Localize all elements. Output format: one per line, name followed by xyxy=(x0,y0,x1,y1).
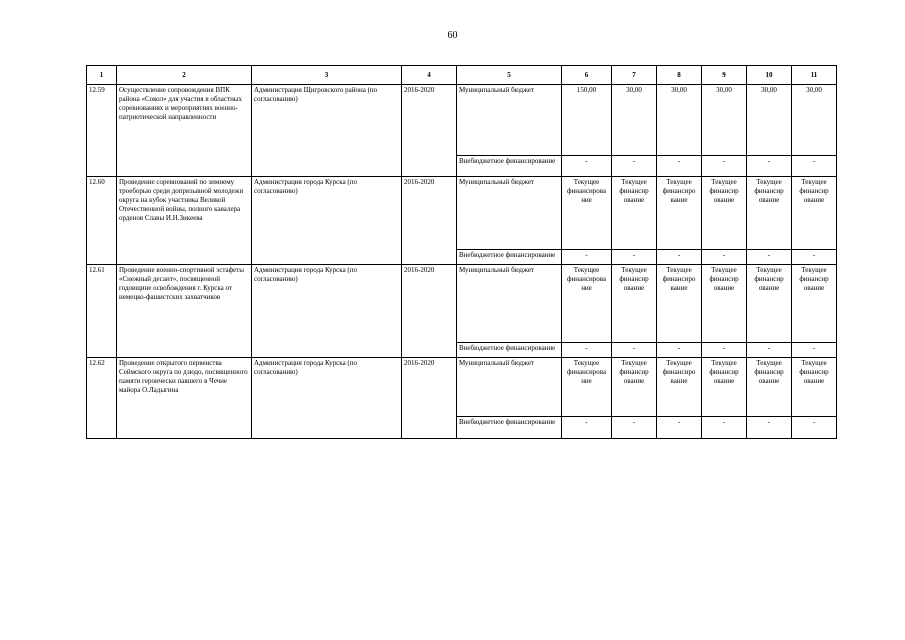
event-name: Осуществление сопровождения ВПК района «Сокол» для участия в областных соревнованиях и мероприятиях военно-патриотической направленности xyxy=(117,85,252,177)
funding-value: - xyxy=(562,417,612,439)
funding-value: Текущее финансирова ние xyxy=(562,265,612,343)
funding-value: Текущее финансиро вание xyxy=(657,177,702,250)
funding-value: - xyxy=(657,417,702,439)
row-number: 12.60 xyxy=(87,177,117,265)
table-row xyxy=(87,358,837,417)
funding-value: 30,00 xyxy=(792,85,837,156)
header-row xyxy=(87,66,837,85)
period: 2016-2020 xyxy=(402,85,457,177)
funding-value: Текущее финансир ование xyxy=(612,265,657,343)
funding-value: - xyxy=(702,343,747,358)
funding-value: - xyxy=(657,156,702,177)
funding-value: Текущее финансир ование xyxy=(612,177,657,250)
funding-value: Текущее финансир ование xyxy=(612,358,657,417)
funding-value: - xyxy=(562,250,612,265)
period: 2016-2020 xyxy=(402,265,457,358)
funding-value: Текущее финансир ование xyxy=(747,358,792,417)
funding-value: 30,00 xyxy=(702,85,747,156)
funding-value: Текущее финансир ование xyxy=(747,265,792,343)
row-number: 12.59 xyxy=(87,85,117,177)
funding-source: Внебюджетное финансирование xyxy=(457,417,562,439)
funding-value: - xyxy=(657,250,702,265)
col-header: 2 xyxy=(117,66,252,85)
funding-value: Текущее финансир ование xyxy=(702,177,747,250)
funding-value: Текущее финансирова ние xyxy=(562,177,612,250)
col-header: 7 xyxy=(612,66,657,85)
executor: Администрация города Курска (по согласованию) xyxy=(252,265,402,358)
funding-source: Муниципальный бюджет xyxy=(457,265,562,343)
funding-value: Текущее финансир ование xyxy=(702,358,747,417)
executor: Администрация Щигровского района (по согласованию) xyxy=(252,85,402,177)
table-row xyxy=(87,177,837,250)
col-header: 6 xyxy=(562,66,612,85)
funding-value: Текущее финансир ование xyxy=(702,265,747,343)
funding-value: Текущее финансир ование xyxy=(792,177,837,250)
funding-value: Текущее финансир ование xyxy=(792,265,837,343)
col-header: 11 xyxy=(792,66,837,85)
funding-value: 30,00 xyxy=(612,85,657,156)
funding-value: Текущее финансиро вание xyxy=(657,265,702,343)
program-table xyxy=(86,65,837,439)
funding-source: Внебюджетное финансирование xyxy=(457,250,562,265)
funding-value: 30,00 xyxy=(657,85,702,156)
funding-value: - xyxy=(702,417,747,439)
executor: Администрация города Курска (по согласованию) xyxy=(252,358,402,439)
funding-value: - xyxy=(792,250,837,265)
funding-value: - xyxy=(612,156,657,177)
col-header: 10 xyxy=(747,66,792,85)
funding-value: Текущее финансир ование xyxy=(792,358,837,417)
row-number: 12.61 xyxy=(87,265,117,358)
funding-value: - xyxy=(792,343,837,358)
funding-value: 150,00 xyxy=(562,85,612,156)
funding-value: - xyxy=(747,250,792,265)
funding-value: - xyxy=(792,417,837,439)
funding-value: Текущее финансир ование xyxy=(747,177,792,250)
funding-source: Внебюджетное финансирование xyxy=(457,343,562,358)
funding-value: Текущее финансиро вание xyxy=(657,358,702,417)
funding-value: - xyxy=(657,343,702,358)
col-header: 4 xyxy=(402,66,457,85)
funding-value: 30,00 xyxy=(747,85,792,156)
funding-value: Текущее финансирова ние xyxy=(562,358,612,417)
funding-source: Внебюджетное финансирование xyxy=(457,156,562,177)
period: 2016-2020 xyxy=(402,358,457,439)
period: 2016-2020 xyxy=(402,177,457,265)
funding-value: - xyxy=(612,250,657,265)
funding-value: - xyxy=(612,343,657,358)
funding-value: - xyxy=(792,156,837,177)
col-header: 8 xyxy=(657,66,702,85)
funding-value: - xyxy=(562,343,612,358)
funding-value: - xyxy=(702,156,747,177)
page-number: 60 xyxy=(447,30,458,41)
funding-value: - xyxy=(747,343,792,358)
col-header: 3 xyxy=(252,66,402,85)
row-number: 12.62 xyxy=(87,358,117,439)
event-name: Проведение соревнований по зимнему троеборью среди допризывной молодежи округа на кубок участника Великой Отечественной войны, полного кавалера орденов Славы И.Н.Зикеева xyxy=(117,177,252,265)
table-row xyxy=(87,85,837,156)
funding-value: - xyxy=(562,156,612,177)
funding-value: - xyxy=(612,417,657,439)
funding-value: - xyxy=(702,250,747,265)
col-header: 9 xyxy=(702,66,747,85)
event-name: Проведение открытого первенства Сеймского округа по дзюдо, посвященного памяти героически павшего в Чечне майора О.Ладыгина xyxy=(117,358,252,439)
funding-value: - xyxy=(747,417,792,439)
event-name: Проведение военно-спортивной эстафеты «Снежный десант», посвященной годовщине освобождения г. Курска от немецко-фашистских захватчиков xyxy=(117,265,252,358)
funding-source: Муниципальный бюджет xyxy=(457,85,562,156)
col-header: 1 xyxy=(87,66,117,85)
funding-value: - xyxy=(747,156,792,177)
funding-source: Муниципальный бюджет xyxy=(457,177,562,250)
executor: Администрация города Курска (по согласованию) xyxy=(252,177,402,265)
funding-source: Муниципальный бюджет xyxy=(457,358,562,417)
col-header: 5 xyxy=(457,66,562,85)
table-row xyxy=(87,265,837,343)
